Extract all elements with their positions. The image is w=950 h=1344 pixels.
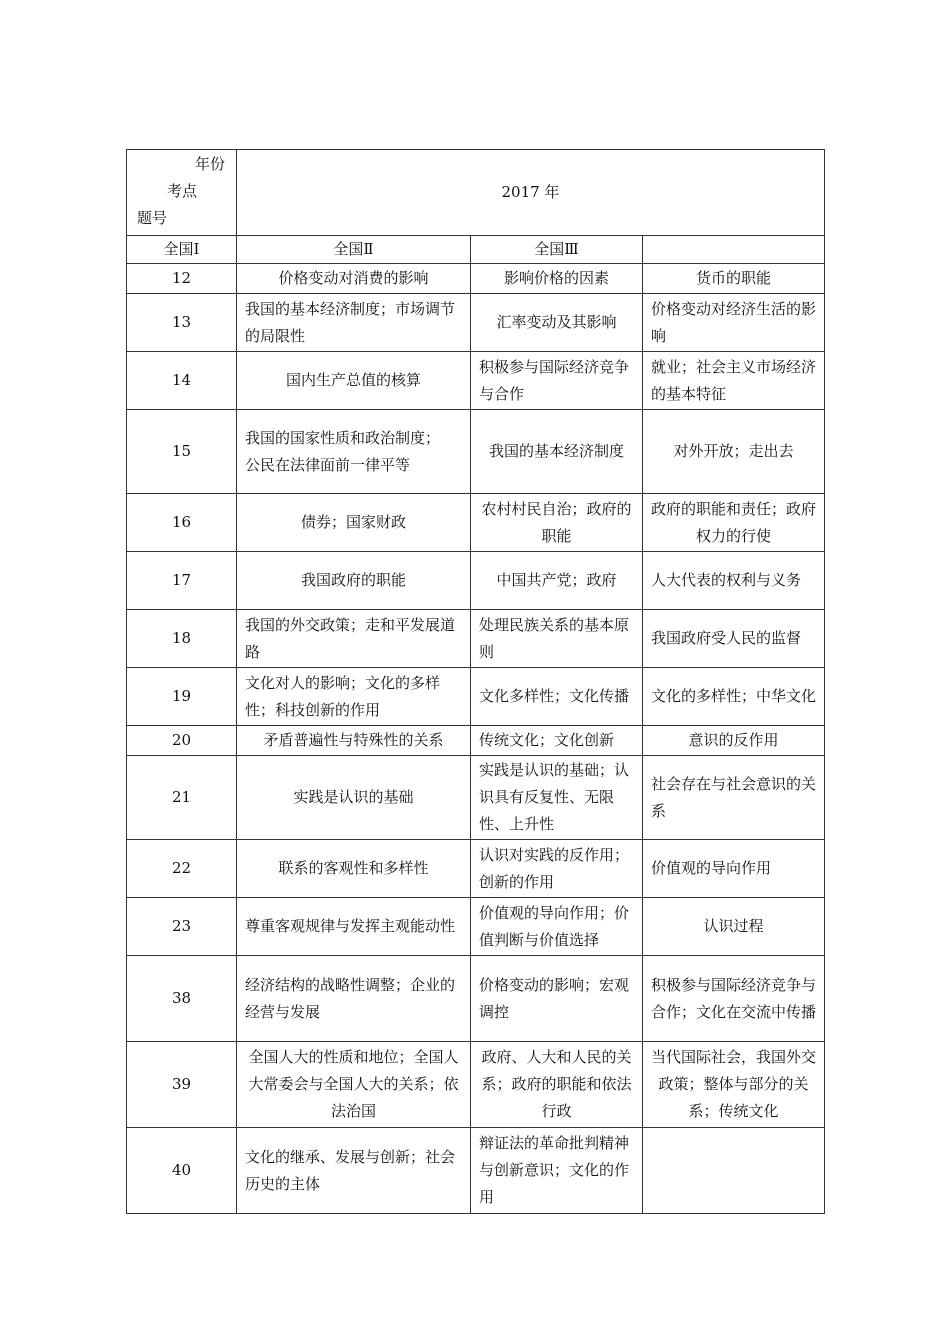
- question-number: 19: [127, 668, 237, 726]
- cell-national-3: 价格变动的影响；宏观调控: [471, 956, 643, 1042]
- cell-national-3: 影响价格的因素: [471, 264, 643, 294]
- table-row: [127, 756, 825, 840]
- cell-national-4: 就业；社会主义市场经济的基本特征: [643, 352, 825, 410]
- cell-national-3: 汇率变动及其影响: [471, 294, 643, 352]
- question-number: 12: [127, 264, 237, 294]
- question-number: 18: [127, 610, 237, 668]
- cell-national-4: 价格变动对经济生活的影响: [643, 294, 825, 352]
- table-header-row: [127, 150, 825, 236]
- cell-national-2: 我国的国家性质和政治制度； 公民在法律面前一律平等: [237, 410, 471, 494]
- exam-topics-table: [126, 149, 825, 1214]
- cell-national-3: 传统文化；文化创新: [471, 726, 643, 756]
- cell-national-2: 国内生产总值的核算: [237, 352, 471, 410]
- cell-national-4: 对外开放；走出去: [643, 410, 825, 494]
- cell-national-3: 文化多样性；文化传播: [471, 668, 643, 726]
- cell-national-2: 经济结构的战略性调整；企业的经营与发展: [237, 956, 471, 1042]
- cell-national-4: 货币的职能: [643, 264, 825, 294]
- cell-national-4: 当代国际社会，我国外交政策；整体与部分的关系；传统文化: [643, 1042, 825, 1128]
- question-number: 20: [127, 726, 237, 756]
- question-number: 17: [127, 552, 237, 610]
- header-point-label: 考点: [167, 181, 198, 200]
- table-row: [127, 494, 825, 552]
- table-row: [127, 668, 825, 726]
- cell-national-3: 积极参与国际经济竞争与合作: [471, 352, 643, 410]
- table-row: [127, 956, 825, 1042]
- cell-national-2: 文化的继承、发展与创新；社会历史的主体: [237, 1128, 471, 1214]
- subheader-national-2: 全国Ⅱ: [237, 236, 471, 264]
- header-year-value: 2017 年: [237, 150, 825, 236]
- table-row: [127, 1042, 825, 1128]
- subheader-national-1: 全国Ⅰ: [127, 236, 237, 264]
- cell-national-2: 文化对人的影响；文化的多样性；科技创新的作用: [237, 668, 471, 726]
- cell-national-2: 矛盾普遍性与特殊性的关系: [237, 726, 471, 756]
- question-number: 22: [127, 840, 237, 898]
- cell-national-4: 认识过程: [643, 898, 825, 956]
- table-row: [127, 726, 825, 756]
- cell-national-3: 认识对实践的反作用；创新的作用: [471, 840, 643, 898]
- cell-national-2: 价格变动对消费的影响: [237, 264, 471, 294]
- question-number: 39: [127, 1042, 237, 1128]
- subheader-national-3: 全国Ⅲ: [471, 236, 643, 264]
- cell-national-4: 意识的反作用: [643, 726, 825, 756]
- cell-national-4: [643, 1128, 825, 1214]
- table-row: [127, 552, 825, 610]
- cell-national-4: 政府的职能和责任；政府权力的行使: [643, 494, 825, 552]
- table-row: [127, 294, 825, 352]
- table-subheader-row: [127, 236, 825, 264]
- table-row: [127, 410, 825, 494]
- cell-national-2: 尊重客观规律与发挥主观能动性: [237, 898, 471, 956]
- cell-national-3: 我国的基本经济制度: [471, 410, 643, 494]
- cell-national-4: 我国政府受人民的监督: [643, 610, 825, 668]
- cell-national-2: 实践是认识的基础: [237, 756, 471, 840]
- table-row: [127, 352, 825, 410]
- diagonal-header-cell: [127, 150, 237, 236]
- cell-national-2: 债券；国家财政: [237, 494, 471, 552]
- header-qnum-label: 题号: [137, 208, 168, 227]
- table-row: [127, 898, 825, 956]
- question-number: 21: [127, 756, 237, 840]
- cell-national-2: 全国人大的性质和地位；全国人大常委会与全国人大的关系；依法治国: [237, 1042, 471, 1128]
- question-number: 13: [127, 294, 237, 352]
- cell-national-2: 我国政府的职能: [237, 552, 471, 610]
- cell-national-3: 价值观的导向作用；价值判断与价值选择: [471, 898, 643, 956]
- question-number: 40: [127, 1128, 237, 1214]
- cell-national-3: 处理民族关系的基本原则: [471, 610, 643, 668]
- subheader-empty: [643, 236, 825, 264]
- cell-national-2: 联系的客观性和多样性: [237, 840, 471, 898]
- cell-national-4: 价值观的导向作用: [643, 840, 825, 898]
- table-row: [127, 840, 825, 898]
- header-year-label: 年份: [195, 154, 226, 173]
- question-number: 38: [127, 956, 237, 1042]
- question-number: 15: [127, 410, 237, 494]
- question-number: 14: [127, 352, 237, 410]
- cell-national-3: 政府、人大和人民的关系；政府的职能和依法行政: [471, 1042, 643, 1128]
- question-number: 23: [127, 898, 237, 956]
- cell-national-4: 文化的多样性；中华文化: [643, 668, 825, 726]
- cell-national-3: 辩证法的革命批判精神与创新意识；文化的作用: [471, 1128, 643, 1214]
- cell-national-4: 人大代表的权利与义务: [643, 552, 825, 610]
- cell-national-3: 中国共产党；政府: [471, 552, 643, 610]
- cell-national-4: 社会存在与社会意识的关系: [643, 756, 825, 840]
- cell-national-2: 我国的基本经济制度；市场调节的局限性: [237, 294, 471, 352]
- table-row: [127, 610, 825, 668]
- cell-national-3: 农村村民自治；政府的职能: [471, 494, 643, 552]
- question-number: 16: [127, 494, 237, 552]
- cell-national-3: 实践是认识的基础；认识具有反复性、无限性、上升性: [471, 756, 643, 840]
- table-row: [127, 1128, 825, 1214]
- cell-national-4: 积极参与国际经济竞争与合作；文化在交流中传播: [643, 956, 825, 1042]
- table-row: [127, 264, 825, 294]
- cell-national-2: 我国的外交政策；走和平发展道路: [237, 610, 471, 668]
